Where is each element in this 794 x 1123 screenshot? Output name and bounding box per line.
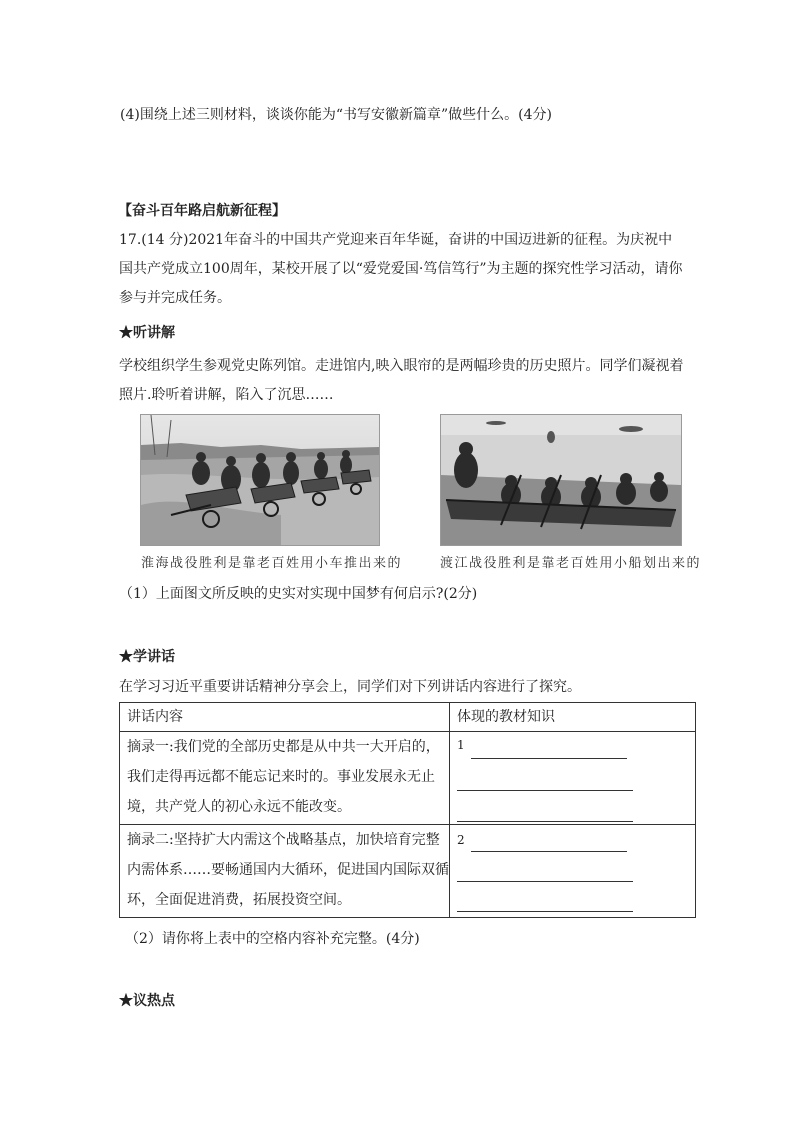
table-cell-answer-1[interactable] [450,732,696,825]
table-cell-answer-2[interactable] [450,825,696,918]
answer-blank-line[interactable] [457,790,633,791]
answer-blank-line[interactable] [471,758,627,759]
question-4-text: (4)围绕上述三则材料，谈谈你能为“书写安徽新篇章”做些什么。(4分) [120,107,552,123]
heading-study: ★学讲话 [119,649,175,665]
answer-number-2: 2 [457,833,465,847]
heading-listen: ★听讲解 [119,325,175,341]
photo-caption-right: 渡江战役胜利是靠老百姓用小船划出来的 [440,556,702,571]
table-row [120,732,696,825]
table-row [120,825,696,918]
question-17-intro: 17.(14 分)2021年奋斗的中国共产党迎来百年华诞，奋讲的中国迈进新的征程。为庆祝中国共产党成立100周年，某校开展了以“爱党爱国·笃信笃行”为主题的探究性学习活动，请你参与并完成任务。 [119,232,683,306]
table-cell-excerpt-2: 摘录二:坚持扩大内需这个战略基点，加快培育完整内需体系……要畅通国内大循环，促进国内国际双循环，全面促进消费，拓展投资空间。 [120,825,450,918]
photo-wheelbarrows-icon [141,415,379,545]
photo-boats-icon [441,415,681,545]
speech-table [119,702,696,918]
photo-boats [440,414,682,546]
photo-wheelbarrows [140,414,380,546]
question-1: （1）上面图文所反映的史实对实现中国梦有何启示?(2分) [119,586,478,602]
table-cell-excerpt-1: 摘录一:我们党的全部历史都是从中共一大开启的，我们走得再远都不能忘记来时的。事业发展永无止境，共产党人的初心永远不能改变。 [120,732,450,825]
answer-blank-line[interactable] [471,851,627,852]
listen-text: 学校组织学生参观党史陈列馆。走进馆内,映入眼帘的是两幅珍贵的历史照片。同学们凝视着照片.聆听着讲解，陷入了沉思…… [119,358,684,403]
question-2: （2）请你将上表中的空格内容补充完整。(4分) [125,931,420,947]
answer-blank-line[interactable] [457,881,633,882]
table-header-row [120,703,696,732]
table-header-knowledge: 体现的教材知识 [450,703,696,732]
heading-discuss: ★议热点 [119,993,175,1009]
answer-number-1: 1 [457,738,465,752]
answer-blank-line[interactable] [457,911,633,912]
photo-caption-left: 淮海战役胜利是靠老百姓用小车推出来的 [141,556,403,571]
study-text: 在学习习近平重要讲话精神分享会上，同学们对下列讲话内容进行了探究。 [119,679,581,695]
answer-blank-line[interactable] [457,821,633,822]
section-title: 【奋斗百年路启航新征程】 [118,203,286,219]
table-header-content: 讲话内容 [120,703,450,732]
